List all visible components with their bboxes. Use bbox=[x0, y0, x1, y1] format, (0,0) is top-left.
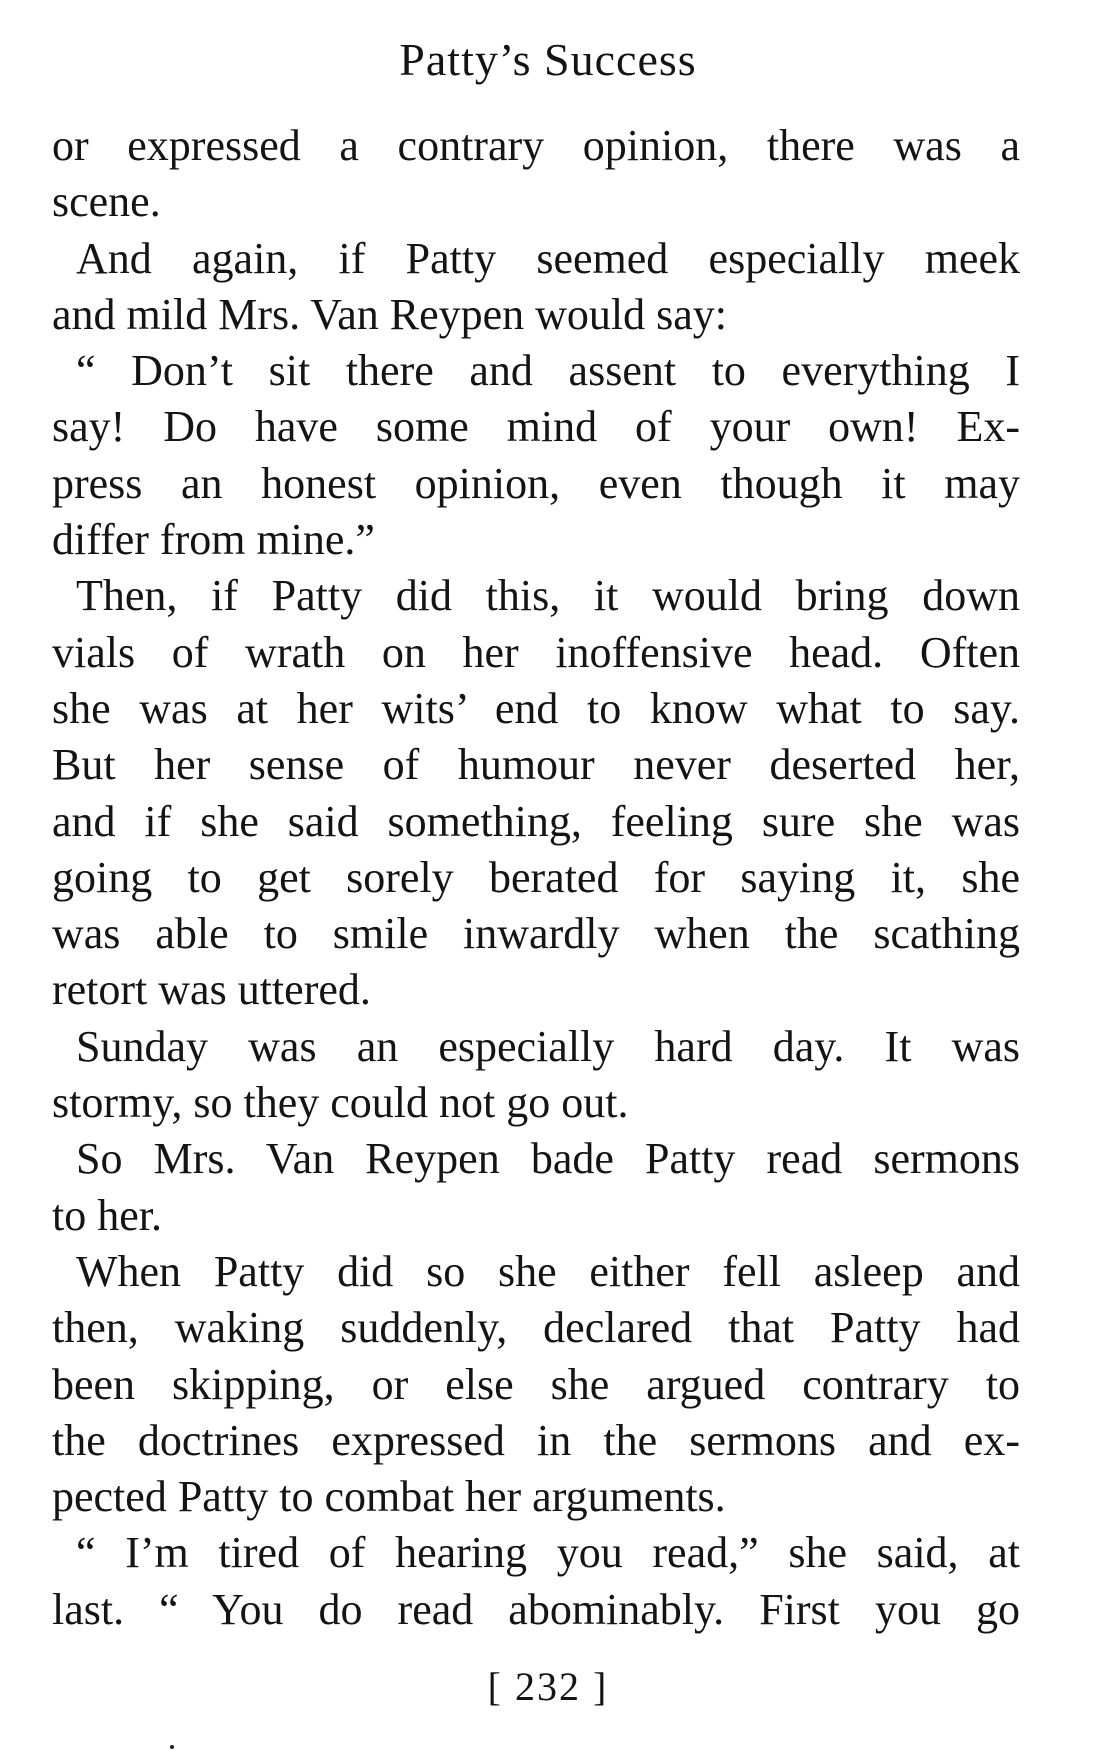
body-text bbox=[52, 118, 1020, 1638]
text-line: vials of wrath on her inoffensive head. Often bbox=[52, 627, 1020, 677]
text-line: say! Do have some mind of your own! Ex- bbox=[52, 402, 1020, 452]
text-line: “ Don’t sit there and assent to everything I bbox=[76, 346, 1020, 396]
text-line: was able to smile inwardly when the scathing bbox=[52, 909, 1020, 959]
text-line: then, waking suddenly, declared that Patty had bbox=[52, 1303, 1020, 1353]
ink-speck bbox=[170, 1745, 174, 1749]
running-head: Patty’s Success bbox=[399, 34, 697, 85]
text-line: and mild Mrs. Van Reypen would say: bbox=[52, 289, 728, 339]
text-line: But her sense of humour never deserted her, bbox=[52, 740, 1020, 790]
text-line: Sunday was an especially hard day. It was bbox=[76, 1021, 1020, 1071]
text-line: or expressed a contrary opinion, there was a bbox=[52, 121, 1020, 170]
text-line: been skipping, or else she argued contrary to bbox=[52, 1359, 1020, 1409]
text-line: scene. bbox=[52, 177, 161, 227]
text-line: retort was uttered. bbox=[52, 965, 371, 1015]
text-line: press an honest opinion, even though it may bbox=[52, 458, 1020, 508]
text-line: differ from mine.” bbox=[52, 515, 375, 565]
text-line: she was at her wits’ end to know what to say. bbox=[52, 683, 1020, 733]
text-line: last. “ You do read abominably. First you go bbox=[52, 1584, 1020, 1634]
text-line: So Mrs. Van Reypen bade Patty read sermons bbox=[76, 1134, 1020, 1184]
text-line: pected Patty to combat her arguments. bbox=[52, 1472, 726, 1522]
page-number: [ 232 ] bbox=[487, 1664, 609, 1709]
text-line: the doctrines expressed in the sermons and ex- bbox=[52, 1415, 1020, 1465]
text-line: And again, if Patty seemed especially meek bbox=[76, 233, 1020, 283]
text-line: to her. bbox=[52, 1190, 162, 1240]
text-line: Then, if Patty did this, it would bring down bbox=[76, 571, 1020, 621]
text-line: stormy, so they could not go out. bbox=[52, 1078, 629, 1128]
text-line: “ I’m tired of hearing you read,” she said, at bbox=[76, 1528, 1020, 1578]
text-line: When Patty did so she either fell asleep and bbox=[76, 1246, 1020, 1296]
text-line: going to get sorely berated for saying it, she bbox=[52, 852, 1020, 902]
text-line: and if she said something, feeling sure she was bbox=[52, 796, 1020, 846]
